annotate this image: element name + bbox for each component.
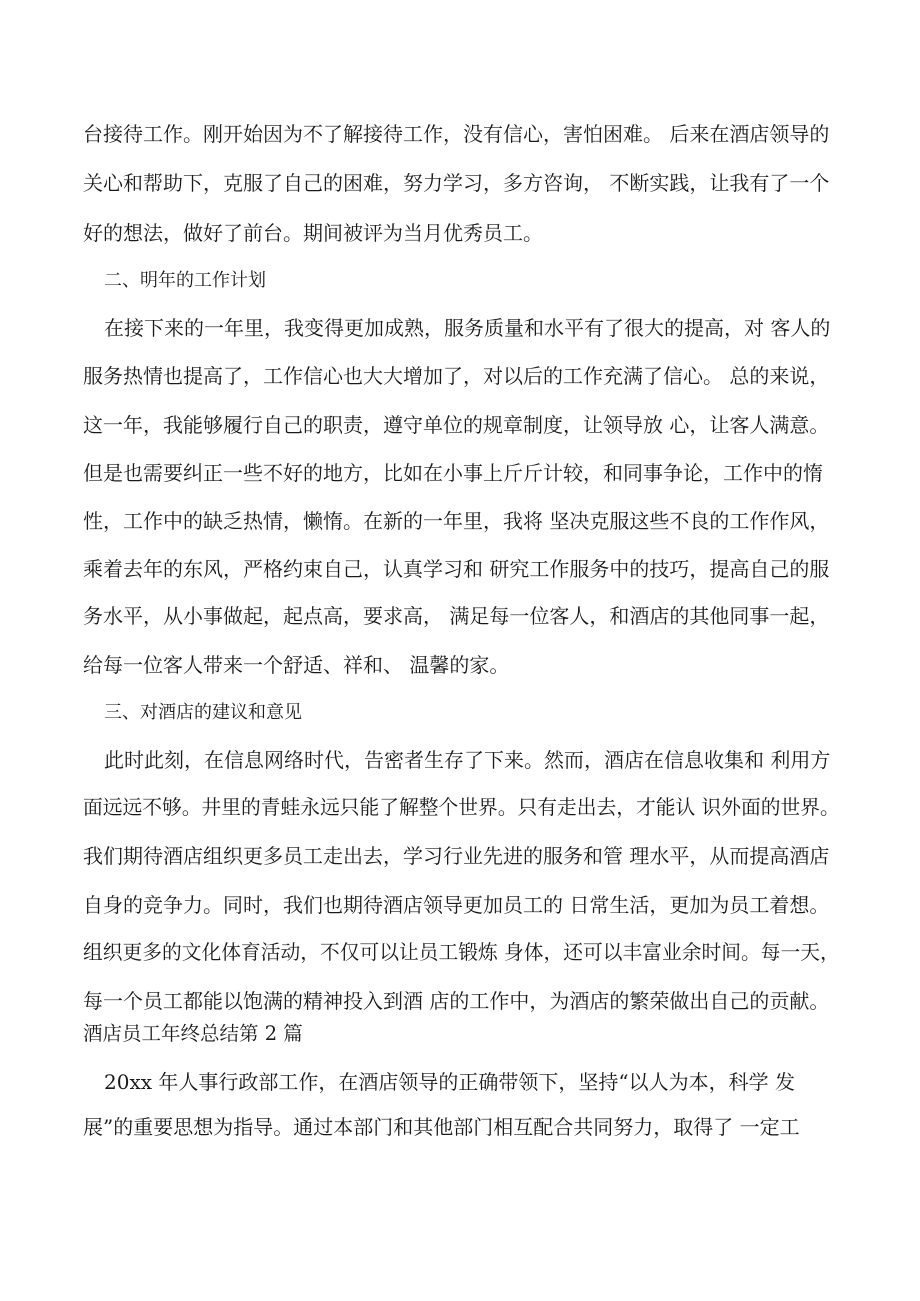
paragraph-line: 台接待工作。刚开始因为不了解接待工作，没有信心，害怕困难。 后来在酒店领导的 [83,122,830,146]
paragraph-line: 我们期待酒店组织更多员工走出去，学习行业先进的服务和管 理水平，从而提高酒店 [83,844,830,868]
paragraph-line: 关心和帮助下，克服了自己的困难，努力学习，多方咨询， 不断实践，让我有了一个 [83,171,830,195]
paragraph-line: 给每一位客人带来一个舒适、祥和、 温馨的家。 [83,653,510,677]
paragraph-line: 在接下来的一年里，我变得更加成熟，服务质量和水平有了很大的提高，对 客人的 [104,316,831,340]
paragraph-line: 服务热情也提高了，工作信心也大大增加了，对以后的工作充满了信心。 总的来说， [83,364,830,388]
paragraph-line: 此时此刻，在信息网络时代，告密者生存了下来。然而，酒店在信息收集和 利用方 [104,748,831,772]
paragraph-line: 20xx 年人事行政部工作，在酒店领导的正确带领下，坚持“以人为本，科学 发 [104,1070,795,1094]
section-heading: 三、对酒店的建议和意见 [104,702,302,723]
paragraph-line: 组织更多的文化体育活动，不仅可以让员工锻炼 身体，还可以丰富业余时间。每一天， [83,941,840,964]
paragraph-line: 务水平，从小事做起，起点高，要求高， 满足每一位客人，和酒店的其他同事一起， [83,604,830,628]
paragraph-line: 展”的重要思想为指导。通过本部门和其他部门相互配合共同努力，取得了 一定工 [83,1115,800,1139]
paragraph-line: 每一个员工都能以饱满的精神投入到酒 店的工作中，为酒店的繁荣做出自己的贡献。 [83,989,830,1013]
paragraph-line: 性，工作中的缺乏热情，懒惰。在新的一年里，我将 坚决克服这些不良的工作作风， [83,509,830,533]
paragraph-line: 面远远不够。井里的青蛙永远只能了解整个世界。只有走出去，才能认 识外面的世界。 [83,796,840,819]
paragraph-line: 乘着去年的东风，严格约束自己，认真学习和 研究工作服务中的技巧，提高自己的服 [83,557,830,581]
paragraph-line: 自身的竞争力。同时，我们也期待酒店领导更加员工的 日常生活，更加为员工着想。 [83,893,830,917]
paragraph-line: 好的想法，做好了前台。期间被评为当月优秀员工。 [83,221,543,245]
paragraph-line: 但是也需要纠正一些不好的地方，比如在小事上斤斤计较，和同事争论，工作中的惰 [83,461,823,485]
paragraph-line: 这一年，我能够履行自己的职责，遵守单位的规章制度，让领导放 心，让客人满意。 [83,413,830,437]
section-heading: 二、明年的工作计划 [104,270,266,291]
document-title: 酒店员工年终总结第 2 篇 [83,1022,303,1045]
